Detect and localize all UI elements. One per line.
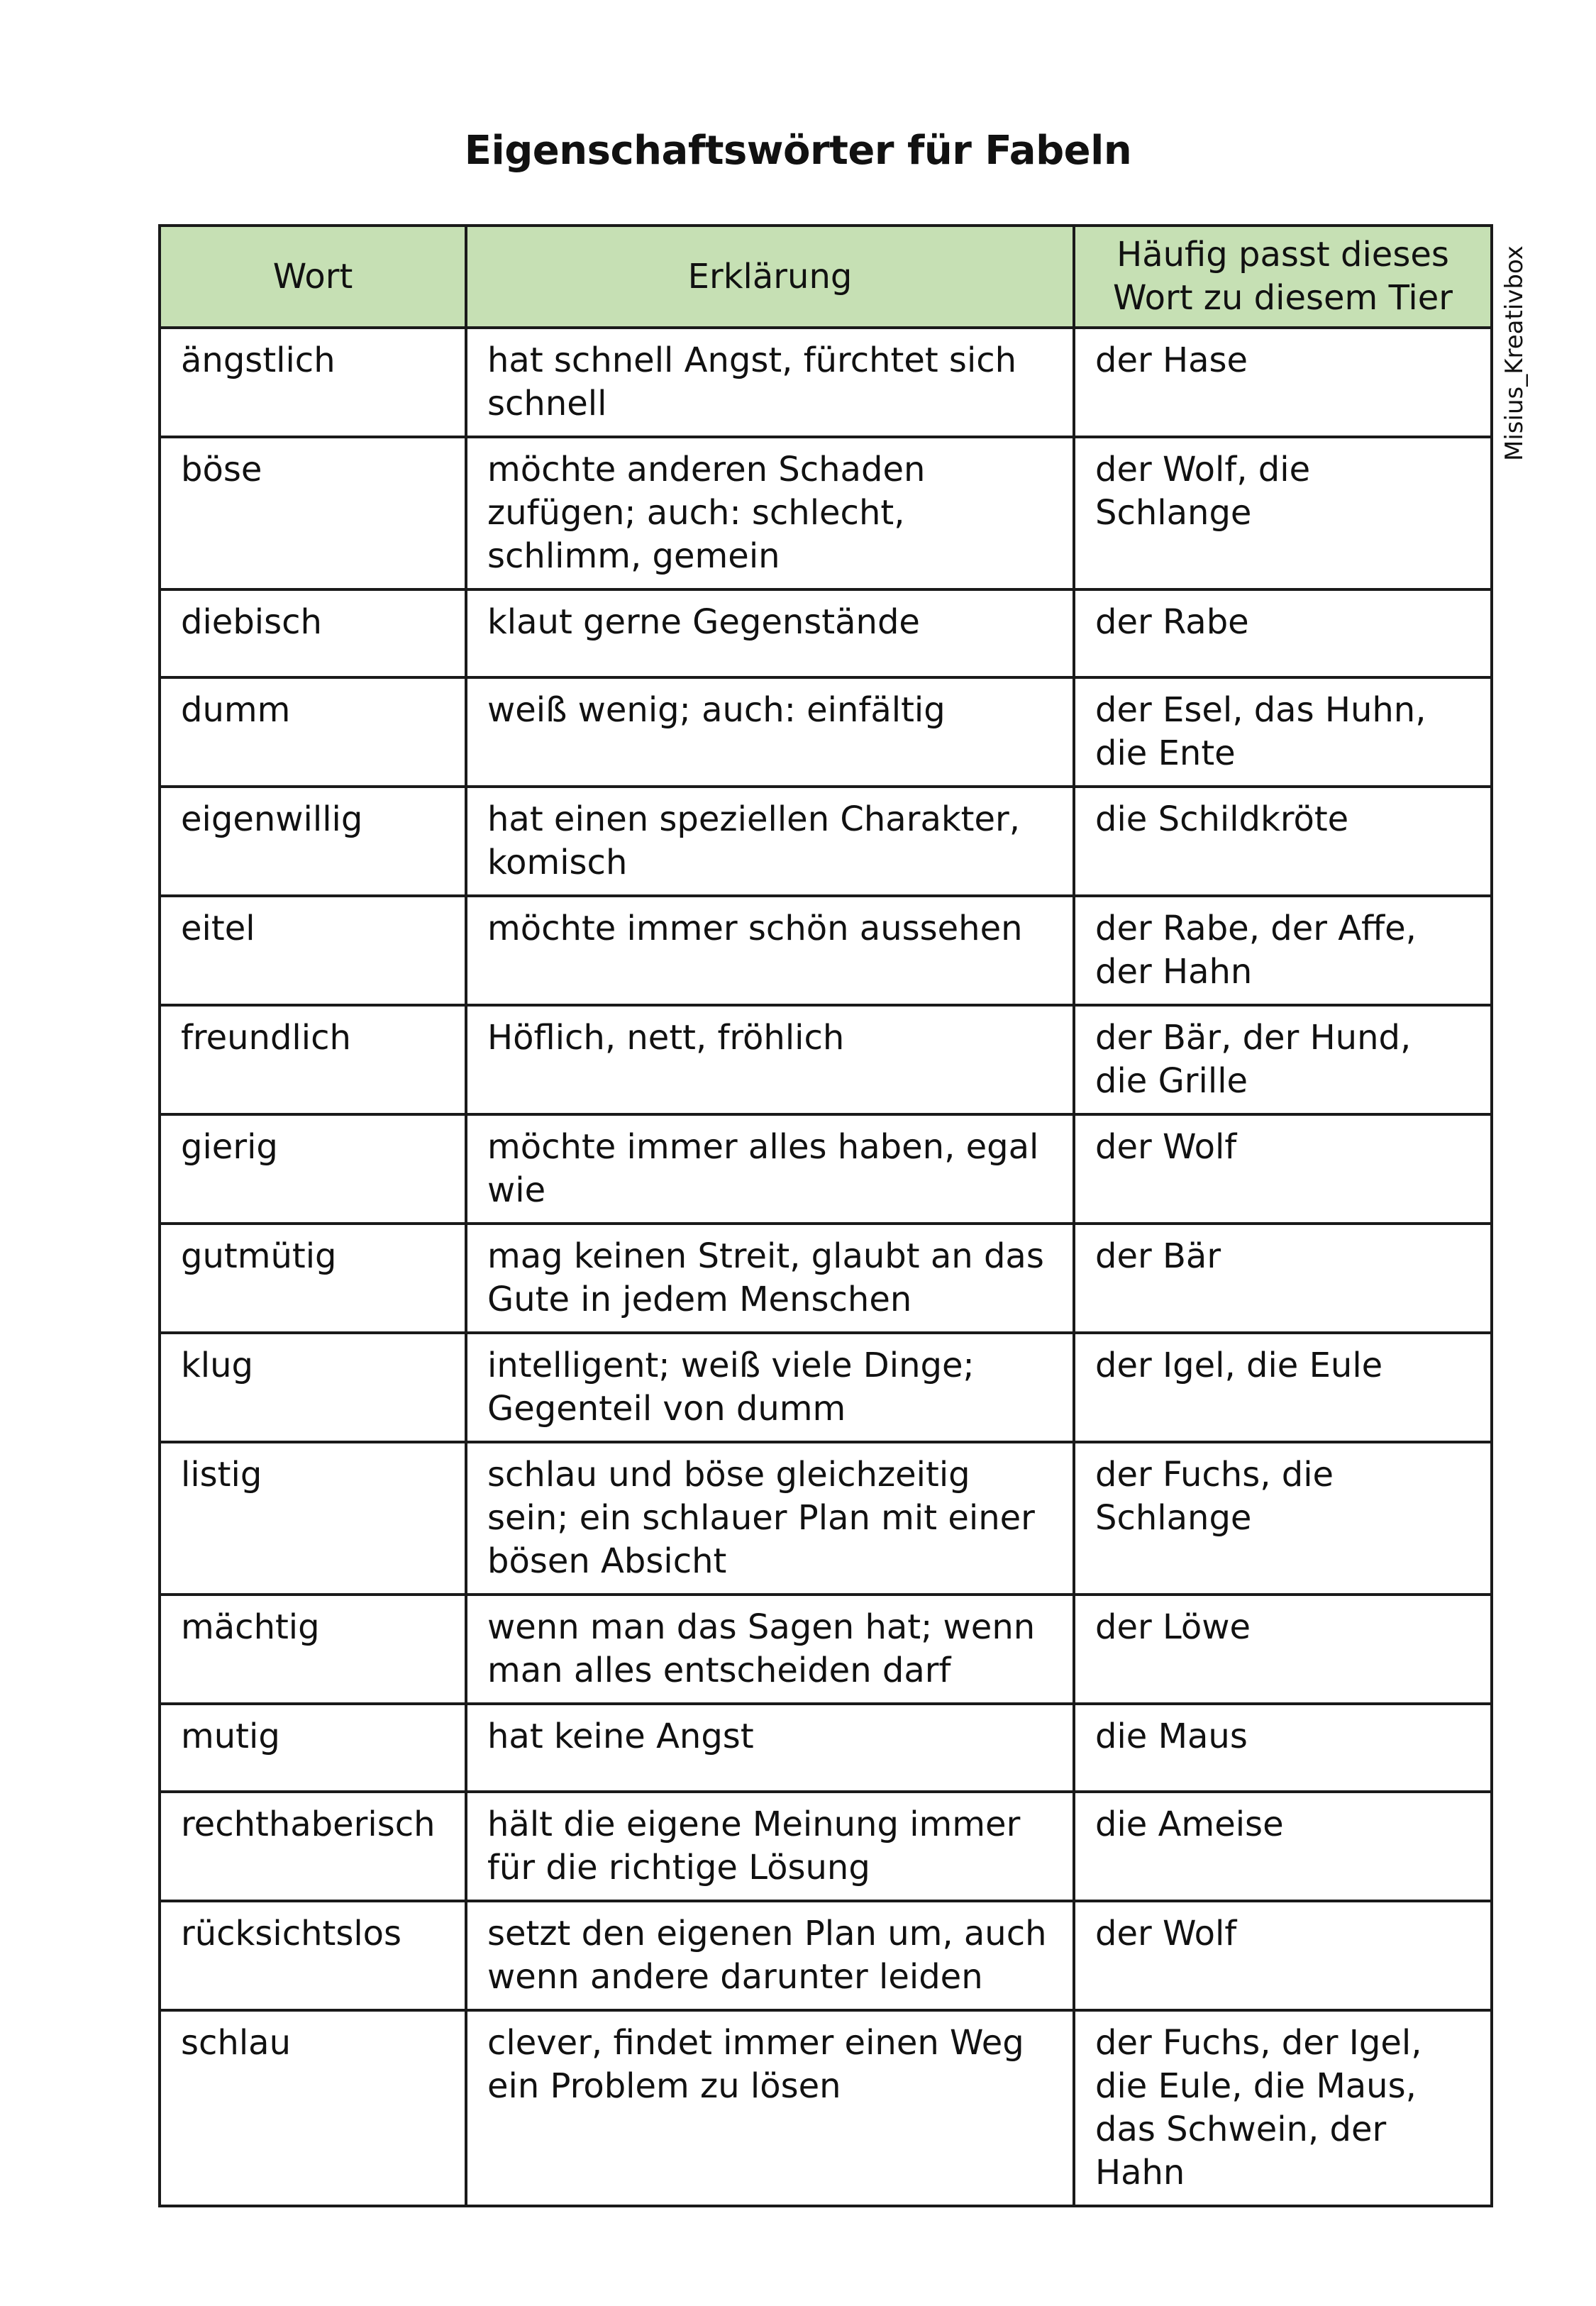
table-row	[160, 896, 1492, 1005]
table-row	[160, 2010, 1492, 2206]
cell-animal: die Ameise	[1074, 1792, 1492, 1901]
cell-animal: der Bär	[1074, 1224, 1492, 1333]
cell-word: mächtig	[160, 1595, 466, 1704]
header-word: Wort	[160, 226, 466, 328]
cell-animal: der Wolf	[1074, 1901, 1492, 2010]
cell-word: klug	[160, 1333, 466, 1442]
cell-word: diebisch	[160, 589, 466, 677]
cell-animal: der Fuchs, der Igel, die Eule, die Maus, das Schwein, der Hahn	[1074, 2010, 1492, 2206]
cell-animal: der Hase	[1074, 328, 1492, 437]
cell-word: gierig	[160, 1114, 466, 1224]
cell-explanation: hat keine Angst	[466, 1704, 1074, 1792]
cell-explanation: intelligent; weiß viele Dinge; Gegenteil von dumm	[466, 1333, 1074, 1442]
cell-animal: die Schildkröte	[1074, 787, 1492, 896]
table-row	[160, 328, 1492, 437]
cell-animal: der Löwe	[1074, 1595, 1492, 1704]
cell-explanation: hat schnell Angst, fürchtet sich schnell	[466, 328, 1074, 437]
cell-word: dumm	[160, 677, 466, 787]
cell-explanation: möchte immer alles haben, egal wie	[466, 1114, 1074, 1224]
cell-word: gutmütig	[160, 1224, 466, 1333]
table-row	[160, 677, 1492, 787]
cell-explanation: clever, findet immer einen Weg ein Problem zu lösen	[466, 2010, 1074, 2206]
cell-explanation: setzt den eigenen Plan um, auch wenn andere darunter leiden	[466, 1901, 1074, 2010]
cell-explanation: möchte anderen Schaden zufügen; auch: schlecht, schlimm, gemein	[466, 437, 1074, 589]
cell-word: listig	[160, 1442, 466, 1595]
cell-explanation: Höflich, nett, fröhlich	[466, 1005, 1074, 1114]
cell-word: böse	[160, 437, 466, 589]
cell-explanation: klaut gerne Gegenstände	[466, 589, 1074, 677]
cell-word: eigenwillig	[160, 787, 466, 896]
table-row	[160, 589, 1492, 677]
table-row	[160, 1224, 1492, 1333]
cell-animal: der Bär, der Hund, die Grille	[1074, 1005, 1492, 1114]
table-row	[160, 1595, 1492, 1704]
cell-word: rücksichtslos	[160, 1901, 466, 2010]
table-row	[160, 1901, 1492, 2010]
cell-explanation: hat einen speziellen Charakter, komisch	[466, 787, 1074, 896]
table-row	[160, 1792, 1492, 1901]
cell-explanation: wenn man das Sagen hat; wenn man alles entscheiden darf	[466, 1595, 1074, 1704]
cell-word: rechthaberisch	[160, 1792, 466, 1901]
cell-animal: der Wolf, die Schlange	[1074, 437, 1492, 589]
cell-animal: der Rabe, der Affe, der Hahn	[1074, 896, 1492, 1005]
cell-animal: die Maus	[1074, 1704, 1492, 1792]
cell-word: schlau	[160, 2010, 466, 2206]
page-title: Eigenschaftswörter für Fabeln	[464, 128, 1132, 174]
table-row	[160, 1114, 1492, 1224]
cell-explanation: möchte immer schön aussehen	[466, 896, 1074, 1005]
cell-word: ängstlich	[160, 328, 466, 437]
cell-explanation: mag keinen Streit, glaubt an das Gute in jedem Menschen	[466, 1224, 1074, 1333]
table-row	[160, 1005, 1492, 1114]
cell-animal: der Esel, das Huhn, die Ente	[1074, 677, 1492, 787]
cell-animal: der Rabe	[1074, 589, 1492, 677]
table-row	[160, 1704, 1492, 1792]
cell-explanation: weiß wenig; auch: einfältig	[466, 677, 1074, 787]
cell-animal: der Wolf	[1074, 1114, 1492, 1224]
watermark-text: Misius_Kreativbox	[1500, 245, 1529, 461]
cell-word: freundlich	[160, 1005, 466, 1114]
cell-word: mutig	[160, 1704, 466, 1792]
table-row	[160, 1442, 1492, 1595]
table-header-row	[160, 226, 1492, 328]
header-animal: Häufig passt dieses Wort zu diesem Tier	[1074, 226, 1492, 328]
table-row	[160, 787, 1492, 896]
table-row	[160, 437, 1492, 589]
cell-explanation: schlau und böse gleichzeitig sein; ein schlauer Plan mit einer bösen Absicht	[466, 1442, 1074, 1595]
cell-animal: der Fuchs, die Schlange	[1074, 1442, 1492, 1595]
cell-animal: der Igel, die Eule	[1074, 1333, 1492, 1442]
cell-explanation: hält die eigene Meinung immer für die richtige Lösung	[466, 1792, 1074, 1901]
table-row	[160, 1333, 1492, 1442]
header-explanation: Erklärung	[466, 226, 1074, 328]
adjectives-table	[158, 224, 1493, 2207]
cell-word: eitel	[160, 896, 466, 1005]
